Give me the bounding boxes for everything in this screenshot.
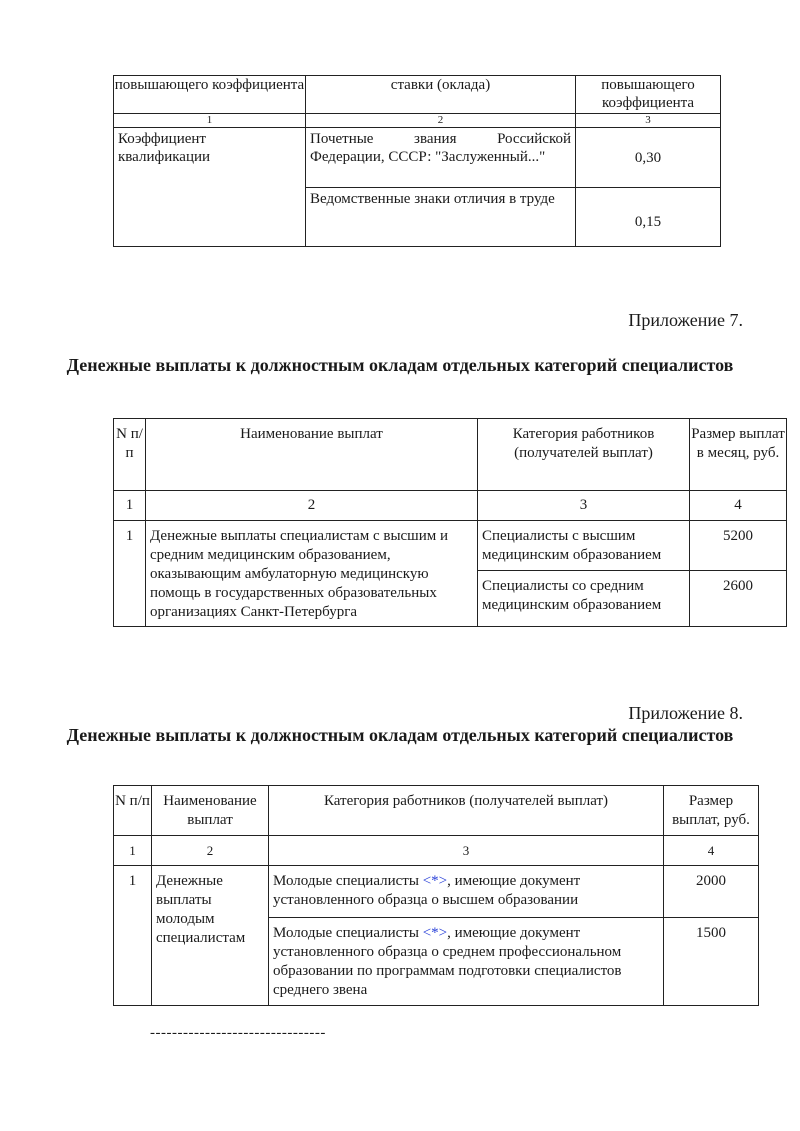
t3-item1-text-post: , имеющие документ установленного образца о высшем образовании [273,873,581,908]
t3-colnum-3: 3 [269,836,664,866]
appendix8-label: Приложение 8. [628,703,743,723]
t2-colnum-1: 1 [114,491,146,521]
t3-item2-text-pre: Молодые специалисты [273,925,423,941]
t3-item1-amount: 2000 [664,866,759,918]
footnote-separator: -------------------------------- [150,1025,326,1041]
t3-row-n: 1 [114,866,152,1006]
t3-header-n: N п/п [114,786,152,836]
t1-row2-name: Ведомственные знаки отличия в труде [306,188,576,247]
t2-colnum-4: 4 [690,491,787,521]
appendix7-title: Денежные выплаты к должностным окладам отдельных категорий специалистов [66,355,734,375]
t1-colnum-2: 2 [306,114,576,128]
t1-row1-name-line1: Почетные звания Российской [310,131,571,147]
t2-colnum-2: 2 [146,491,478,521]
t3-item1-text-pre: Молодые специалисты [273,873,423,889]
t2-item1-amount: 5200 [690,521,787,571]
t3-item1-category [269,866,664,918]
t3-item2-amount: 1500 [664,918,759,1006]
t3-header-category: Категория работников (получателей выплат) [269,786,664,836]
t2-header-n: N п/п [114,419,146,491]
t1-header-col3: повышающего коэффициента [576,76,721,114]
t2-item1-category: Специалисты с высшим медицинским образованием [478,521,690,571]
t1-row1-name-line2: Федерации, СССР: "Заслуженный..." [310,149,546,165]
t2-header-amount: Размер выплат в месяц, руб. [690,419,787,491]
appendix7-label: Приложение 7. [628,310,743,330]
t2-item2-amount: 2600 [690,571,787,627]
t1-row2-value: 0,15 [576,188,721,247]
t2-colnum-3: 3 [478,491,690,521]
t3-row-name: Денежные выплаты молодым специалистам [152,866,269,1006]
t3-header-name: Наименование выплат [152,786,269,836]
t1-group-label: Коэффициент квалификации [118,131,211,165]
appendix8-payments-table [113,785,759,1006]
t2-header-category: Категория работников (получателей выплат) [478,419,690,491]
t3-item2-category [269,918,664,1006]
t1-header-col2: ставки (оклада) [306,76,576,114]
t3-header-amount: Размер выплат, руб. [664,786,759,836]
t2-item2-category: Специалисты со средним медицинским образованием [478,571,690,627]
t1-row1-name [306,128,576,188]
footnote-link[interactable]: <*> [422,925,448,941]
t1-colnum-3: 3 [576,114,721,128]
appendix8-title: Денежные выплаты к должностным окладам отдельных категорий специалистов [66,725,734,745]
t3-item2-text-post: , имеющие документ установленного образца о среднем профессиональном образовании по программам подготовки специалистов среднего звена [273,925,622,998]
t3-colnum-1: 1 [114,836,152,866]
t1-group-cell [114,128,306,247]
qualification-coefficient-table [113,75,721,247]
t1-colnum-1: 1 [114,114,306,128]
t2-header-name: Наименование выплат [146,419,478,491]
t1-header-col1: повышающего коэффициента [114,76,306,114]
appendix7-payments-table [113,418,787,627]
t2-row-n: 1 [114,521,146,627]
t1-row1-value: 0,30 [576,128,721,188]
t2-row-name: Денежные выплаты специалистам с высшим и средним медицинским образованием, оказывающим амбулаторную медицинскую помощь в государственных образовательных организациях Санкт-Петербурга [146,521,478,627]
footnote-link[interactable]: <*> [422,873,448,889]
t3-colnum-4: 4 [664,836,759,866]
t3-colnum-2: 2 [152,836,269,866]
